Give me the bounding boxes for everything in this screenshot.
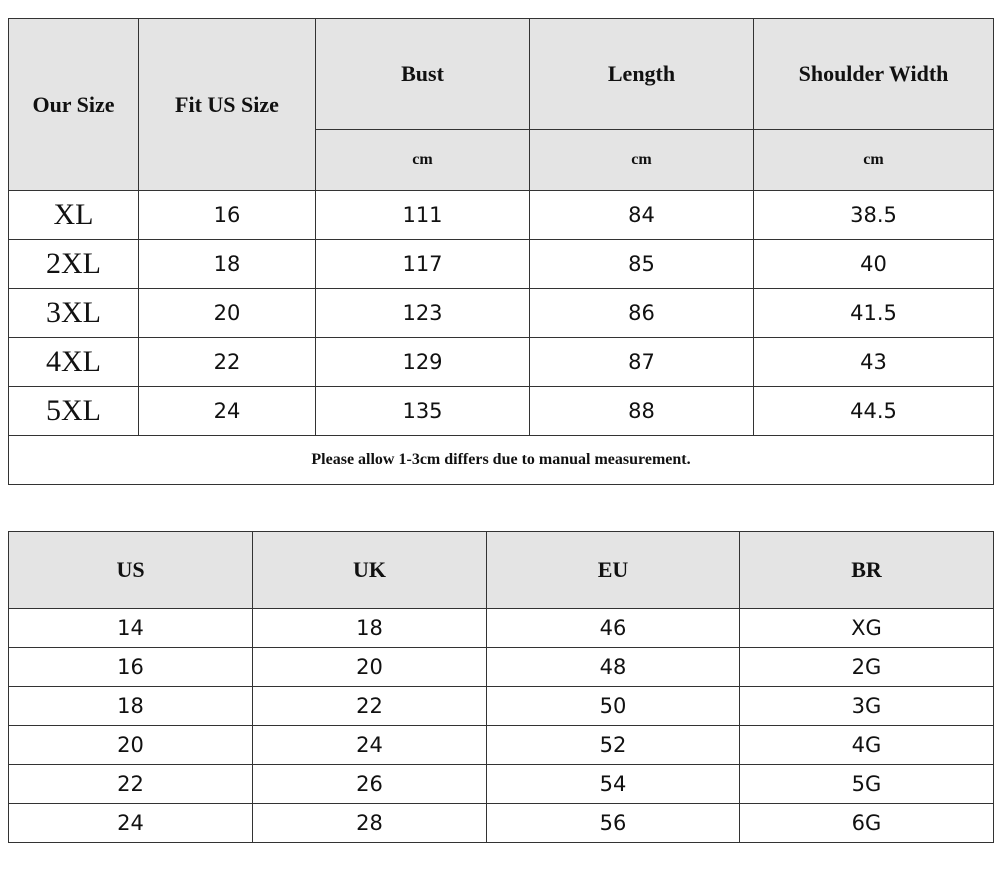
unit-bust: cm bbox=[316, 130, 530, 191]
table-row bbox=[9, 609, 994, 648]
bust-cell: 129 bbox=[316, 338, 530, 387]
shoulder-width-cell: 43 bbox=[754, 338, 994, 387]
fit-us-size-cell: 16 bbox=[139, 191, 316, 240]
us-cell: 20 bbox=[9, 726, 253, 765]
fit-us-size-cell: 22 bbox=[139, 338, 316, 387]
br-cell: 4G bbox=[740, 726, 994, 765]
header-shoulder-width: Shoulder Width bbox=[754, 19, 994, 130]
table-row bbox=[9, 289, 994, 338]
header-length: Length bbox=[530, 19, 754, 130]
fit-us-size-cell: 24 bbox=[139, 387, 316, 436]
unit-shoulder-width: cm bbox=[754, 130, 994, 191]
length-cell: 84 bbox=[530, 191, 754, 240]
br-cell: XG bbox=[740, 609, 994, 648]
length-cell: 88 bbox=[530, 387, 754, 436]
uk-cell: 22 bbox=[253, 687, 487, 726]
our-size-cell: 4XL bbox=[9, 338, 139, 387]
header-br: BR bbox=[740, 532, 994, 609]
eu-cell: 46 bbox=[487, 609, 740, 648]
eu-cell: 48 bbox=[487, 648, 740, 687]
us-cell: 24 bbox=[9, 804, 253, 843]
header-eu: EU bbox=[487, 532, 740, 609]
size-chart-table bbox=[8, 18, 994, 485]
length-cell: 87 bbox=[530, 338, 754, 387]
measurement-note: Please allow 1-3cm differs due to manual measurement. bbox=[9, 436, 994, 485]
fit-us-size-cell: 20 bbox=[139, 289, 316, 338]
shoulder-width-cell: 40 bbox=[754, 240, 994, 289]
us-cell: 22 bbox=[9, 765, 253, 804]
br-cell: 5G bbox=[740, 765, 994, 804]
table-row bbox=[9, 726, 994, 765]
eu-cell: 50 bbox=[487, 687, 740, 726]
header-uk: UK bbox=[253, 532, 487, 609]
our-size-cell: 2XL bbox=[9, 240, 139, 289]
header-us: US bbox=[9, 532, 253, 609]
size-conversion-table bbox=[8, 531, 994, 843]
table-row bbox=[9, 387, 994, 436]
shoulder-width-cell: 41.5 bbox=[754, 289, 994, 338]
eu-cell: 54 bbox=[487, 765, 740, 804]
uk-cell: 26 bbox=[253, 765, 487, 804]
header-bust: Bust bbox=[316, 19, 530, 130]
length-cell: 85 bbox=[530, 240, 754, 289]
uk-cell: 28 bbox=[253, 804, 487, 843]
us-cell: 14 bbox=[9, 609, 253, 648]
our-size-cell: 3XL bbox=[9, 289, 139, 338]
br-cell: 6G bbox=[740, 804, 994, 843]
our-size-cell: 5XL bbox=[9, 387, 139, 436]
our-size-cell: XL bbox=[9, 191, 139, 240]
eu-cell: 56 bbox=[487, 804, 740, 843]
uk-cell: 20 bbox=[253, 648, 487, 687]
bust-cell: 111 bbox=[316, 191, 530, 240]
eu-cell: 52 bbox=[487, 726, 740, 765]
uk-cell: 24 bbox=[253, 726, 487, 765]
header-fit-us-size: Fit US Size bbox=[139, 19, 316, 191]
br-cell: 2G bbox=[740, 648, 994, 687]
table-row bbox=[9, 338, 994, 387]
table-row bbox=[9, 765, 994, 804]
header-our-size: Our Size bbox=[9, 19, 139, 191]
uk-cell: 18 bbox=[253, 609, 487, 648]
bust-cell: 123 bbox=[316, 289, 530, 338]
table-row bbox=[9, 240, 994, 289]
table-row bbox=[9, 648, 994, 687]
length-cell: 86 bbox=[530, 289, 754, 338]
fit-us-size-cell: 18 bbox=[139, 240, 316, 289]
table-row bbox=[9, 687, 994, 726]
table-row bbox=[9, 804, 994, 843]
bust-cell: 135 bbox=[316, 387, 530, 436]
shoulder-width-cell: 38.5 bbox=[754, 191, 994, 240]
table-row bbox=[9, 191, 994, 240]
us-cell: 16 bbox=[9, 648, 253, 687]
unit-length: cm bbox=[530, 130, 754, 191]
shoulder-width-cell: 44.5 bbox=[754, 387, 994, 436]
us-cell: 18 bbox=[9, 687, 253, 726]
bust-cell: 117 bbox=[316, 240, 530, 289]
br-cell: 3G bbox=[740, 687, 994, 726]
